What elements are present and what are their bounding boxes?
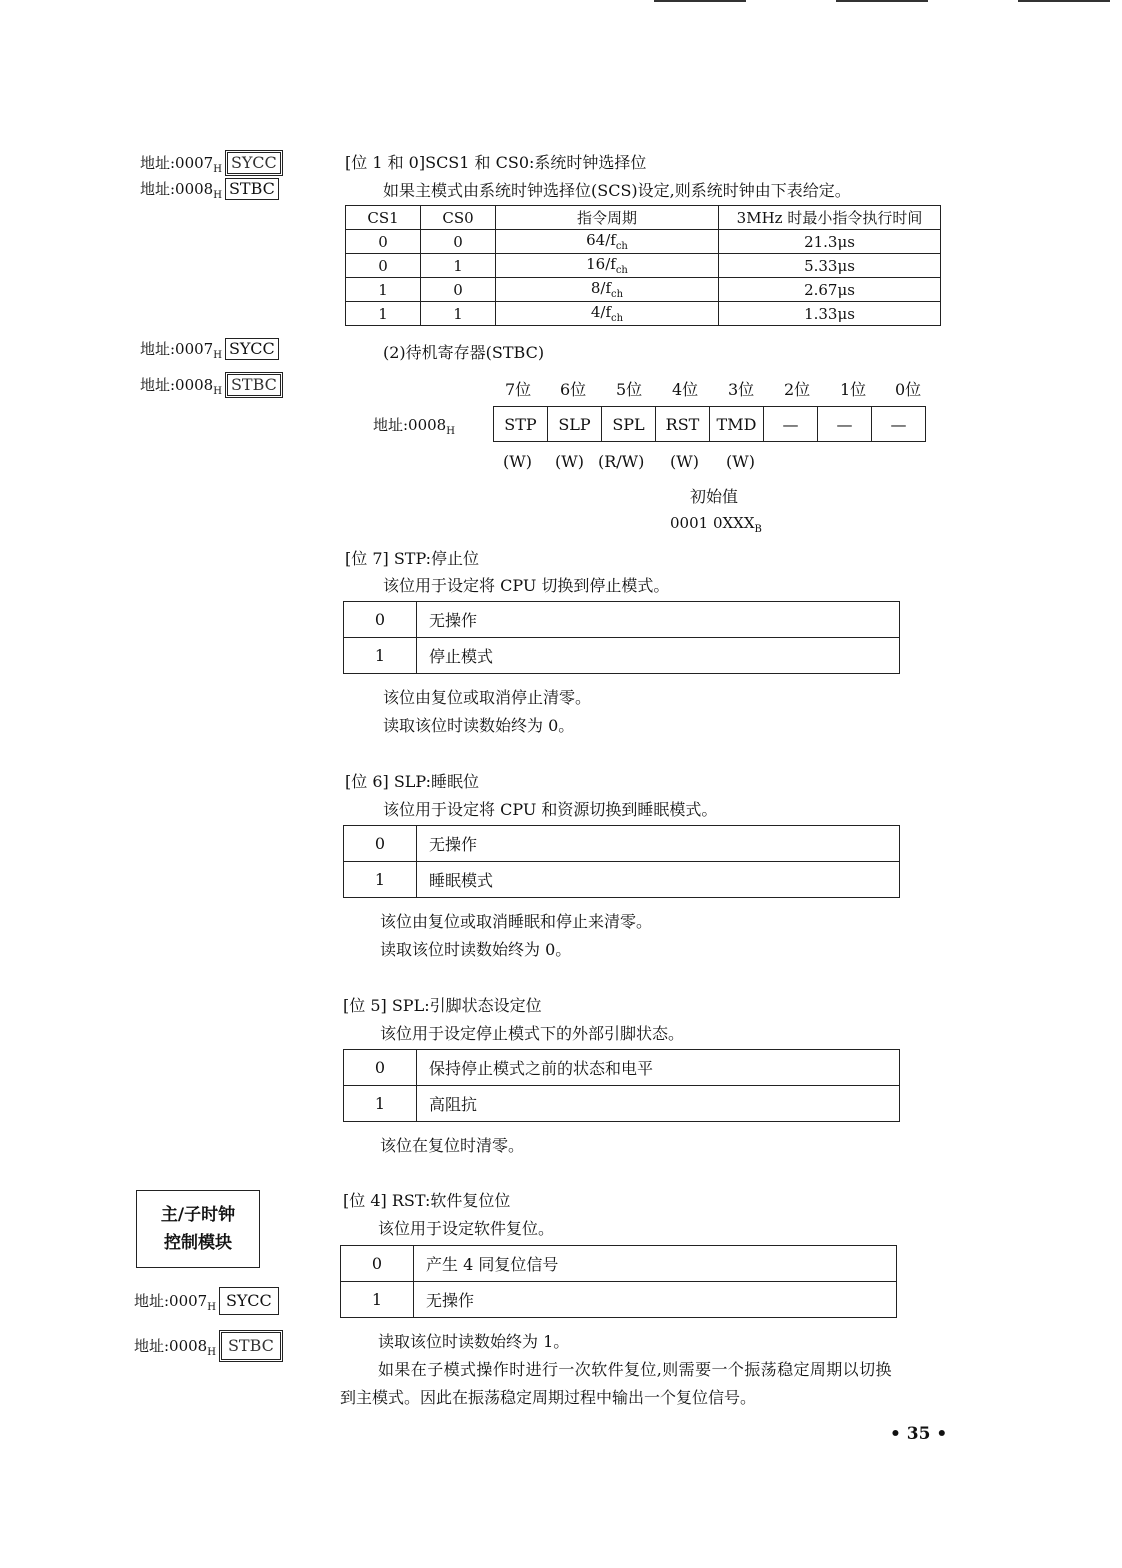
bit-position-label: 2位 — [784, 380, 811, 399]
bit4-intro: 该位用于设定软件复位。 — [378, 1219, 555, 1238]
clock-select-table — [345, 205, 941, 326]
bit5-table — [343, 1049, 900, 1122]
clock-control-module-box — [136, 1190, 260, 1268]
table-cell: 0 — [344, 602, 417, 638]
table-cell: $64/f_{ch}$ — [496, 230, 719, 254]
cs-intro: 如果主模式由系统时钟选择位(SCS)设定,则系统时钟由下表给定。 — [383, 181, 851, 200]
table-row — [344, 862, 900, 898]
bit-position-label: 3位 — [728, 380, 755, 399]
table-cell: 0 — [344, 1050, 417, 1086]
bit-cell-rst: RST — [656, 407, 710, 442]
table-cell: $16/f_{ch}$ — [496, 254, 719, 278]
table-cell: 无操作 — [414, 1282, 897, 1318]
bit-cell-stp: STP — [494, 407, 548, 442]
initial-value-label: 初始值 — [690, 487, 739, 506]
table-cell: 无操作 — [417, 826, 900, 862]
register-badge: SYCC — [219, 1287, 279, 1315]
table-cell: 睡眠模式 — [417, 862, 900, 898]
bit-cell-spl: SPL — [602, 407, 656, 442]
address-label-stbc: 地址$:0008_H$ STBC — [140, 178, 279, 201]
table-cell: 0 — [341, 1246, 414, 1282]
address-label-stbc: 地址$:0008_H$ STBC — [134, 1330, 283, 1362]
bit4-paragraph: 如果在子模式操作时进行一次软件复位,则需要一个振荡稳定周期以切换 — [378, 1360, 892, 1379]
bit4-table — [340, 1245, 897, 1318]
table-cell: 1 — [344, 862, 417, 898]
top-rule — [654, 0, 746, 2]
table-row — [344, 1086, 900, 1122]
stbc-register-layout — [493, 406, 926, 442]
bit7-note: 该位由复位或取消停止清零。 — [383, 688, 592, 707]
table-row — [346, 230, 941, 254]
table-row — [344, 826, 900, 862]
table-cell: 0 — [421, 230, 496, 254]
bit-position-label: 1位 — [840, 380, 867, 399]
table-cell: 1 — [344, 1086, 417, 1122]
access-label: (R/W) — [598, 452, 645, 471]
table-row — [344, 1050, 900, 1086]
table-cell: 1 — [421, 254, 496, 278]
bit-position-label: 4位 — [672, 380, 699, 399]
table-cell: 无操作 — [417, 602, 900, 638]
table-row — [346, 278, 941, 302]
bit6-heading: [位 6] SLP:睡眠位 — [345, 772, 480, 791]
bit-cell-reserved: — — [764, 407, 818, 442]
bit4-heading: [位 4] RST:软件复位位 — [343, 1191, 511, 1210]
table-cell: 2.67μs — [719, 278, 941, 302]
bit5-intro: 该位用于设定停止模式下的外部引脚状态。 — [380, 1024, 685, 1043]
table-cell: 0 — [421, 278, 496, 302]
bit6-table — [343, 825, 900, 898]
access-label: (W) — [503, 452, 532, 471]
table-cell: 1 — [341, 1282, 414, 1318]
stbc-title: (2)待机寄存器(STBC) — [383, 343, 545, 362]
side-box-line: 主/子时钟 — [160, 1205, 236, 1225]
bit4-paragraph: 到主模式。因此在振荡稳定周期过程中输出一个复位信号。 — [340, 1388, 757, 1407]
bit-position-label: 5位 — [616, 380, 643, 399]
column-header: CS0 — [421, 206, 496, 230]
column-header: 指令周期 — [496, 206, 719, 230]
column-header: CS1 — [346, 206, 421, 230]
side-box-line: 控制模块 — [164, 1233, 232, 1253]
register-badge: SYCC — [225, 150, 283, 176]
register-row — [494, 407, 926, 442]
initial-value: 0001 $0XXX_B$ — [670, 514, 762, 535]
bit4-note: 读取该位时读数始终为 1。 — [378, 1332, 570, 1351]
table-cell: 0 — [344, 826, 417, 862]
bit-cell-slp: SLP — [548, 407, 602, 442]
access-label: (W) — [555, 452, 584, 471]
register-badge: STBC — [225, 372, 283, 398]
table-cell: 产生 4 同复位信号 — [414, 1246, 897, 1282]
table-cell: 停止模式 — [417, 638, 900, 674]
address-label-sycc: 地址$:0007_H$ SYCC — [140, 338, 279, 361]
table-row — [346, 302, 941, 326]
table-row — [344, 638, 900, 674]
bit-position-label: 6位 — [560, 380, 587, 399]
bit7-heading: [位 7] STP:停止位 — [345, 549, 480, 568]
table-row — [346, 254, 941, 278]
table-row — [341, 1282, 897, 1318]
table-cell: 5.33μs — [719, 254, 941, 278]
register-badge: STBC — [225, 178, 279, 200]
table-cell: 21.3μs — [719, 230, 941, 254]
bit-position-label: 0位 — [895, 380, 922, 399]
bit-position-label: 7位 — [505, 380, 532, 399]
bit6-intro: 该位用于设定将 CPU 和资源切换到睡眠模式。 — [383, 800, 718, 819]
address-label-sycc: 地址$:0007_H$ SYCC — [134, 1287, 279, 1315]
table-cell: 1 — [346, 278, 421, 302]
register-badge: STBC — [219, 1330, 283, 1362]
bit7-note: 读取该位时读数始终为 0。 — [383, 716, 575, 735]
bit6-note: 该位由复位或取消睡眠和停止来清零。 — [380, 912, 653, 931]
table-cell: $8/f_{ch}$ — [496, 278, 719, 302]
bit5-note: 该位在复位时清零。 — [380, 1136, 525, 1155]
register-badge: SYCC — [225, 338, 279, 360]
table-row — [341, 1246, 897, 1282]
bit7-table — [343, 601, 900, 674]
table-cell: 1 — [344, 638, 417, 674]
bit-cell-reserved: — — [818, 407, 872, 442]
address-label-sycc: 地址$:0007_H$ SYCC — [140, 150, 283, 176]
bit7-intro: 该位用于设定将 CPU 切换到停止模式。 — [383, 576, 670, 595]
table-cell: 0 — [346, 254, 421, 278]
bit5-heading: [位 5] SPL:引脚状态设定位 — [343, 996, 542, 1015]
table-cell: 高阻抗 — [417, 1086, 900, 1122]
column-header: 3MHz 时最小指令执行时间 — [719, 206, 941, 230]
address-label-stbc: 地址$:0008_H$ STBC — [140, 372, 283, 398]
bit-cell-tmd: TMD — [710, 407, 764, 442]
table-cell: 1.33μs — [719, 302, 941, 326]
table-header-row — [346, 206, 941, 230]
bit-cell-reserved: — — [872, 407, 926, 442]
table-cell: $4/f_{ch}$ — [496, 302, 719, 326]
access-label: (W) — [670, 452, 699, 471]
bit6-note: 读取该位时读数始终为 0。 — [380, 940, 572, 959]
top-rule — [1018, 0, 1110, 2]
table-cell: 1 — [421, 302, 496, 326]
cs-heading: [位 1 和 0]SCS1 和 CS0:系统时钟选择位 — [345, 153, 647, 172]
page-number: • 35 • — [890, 1424, 948, 1444]
access-label: (W) — [726, 452, 755, 471]
table-cell: 保持停止模式之前的状态和电平 — [417, 1050, 900, 1086]
table-cell: 1 — [346, 302, 421, 326]
register-address-label: 地址$:0008_H$ — [373, 416, 455, 437]
table-cell: 0 — [346, 230, 421, 254]
top-rule — [836, 0, 928, 2]
table-row — [344, 602, 900, 638]
